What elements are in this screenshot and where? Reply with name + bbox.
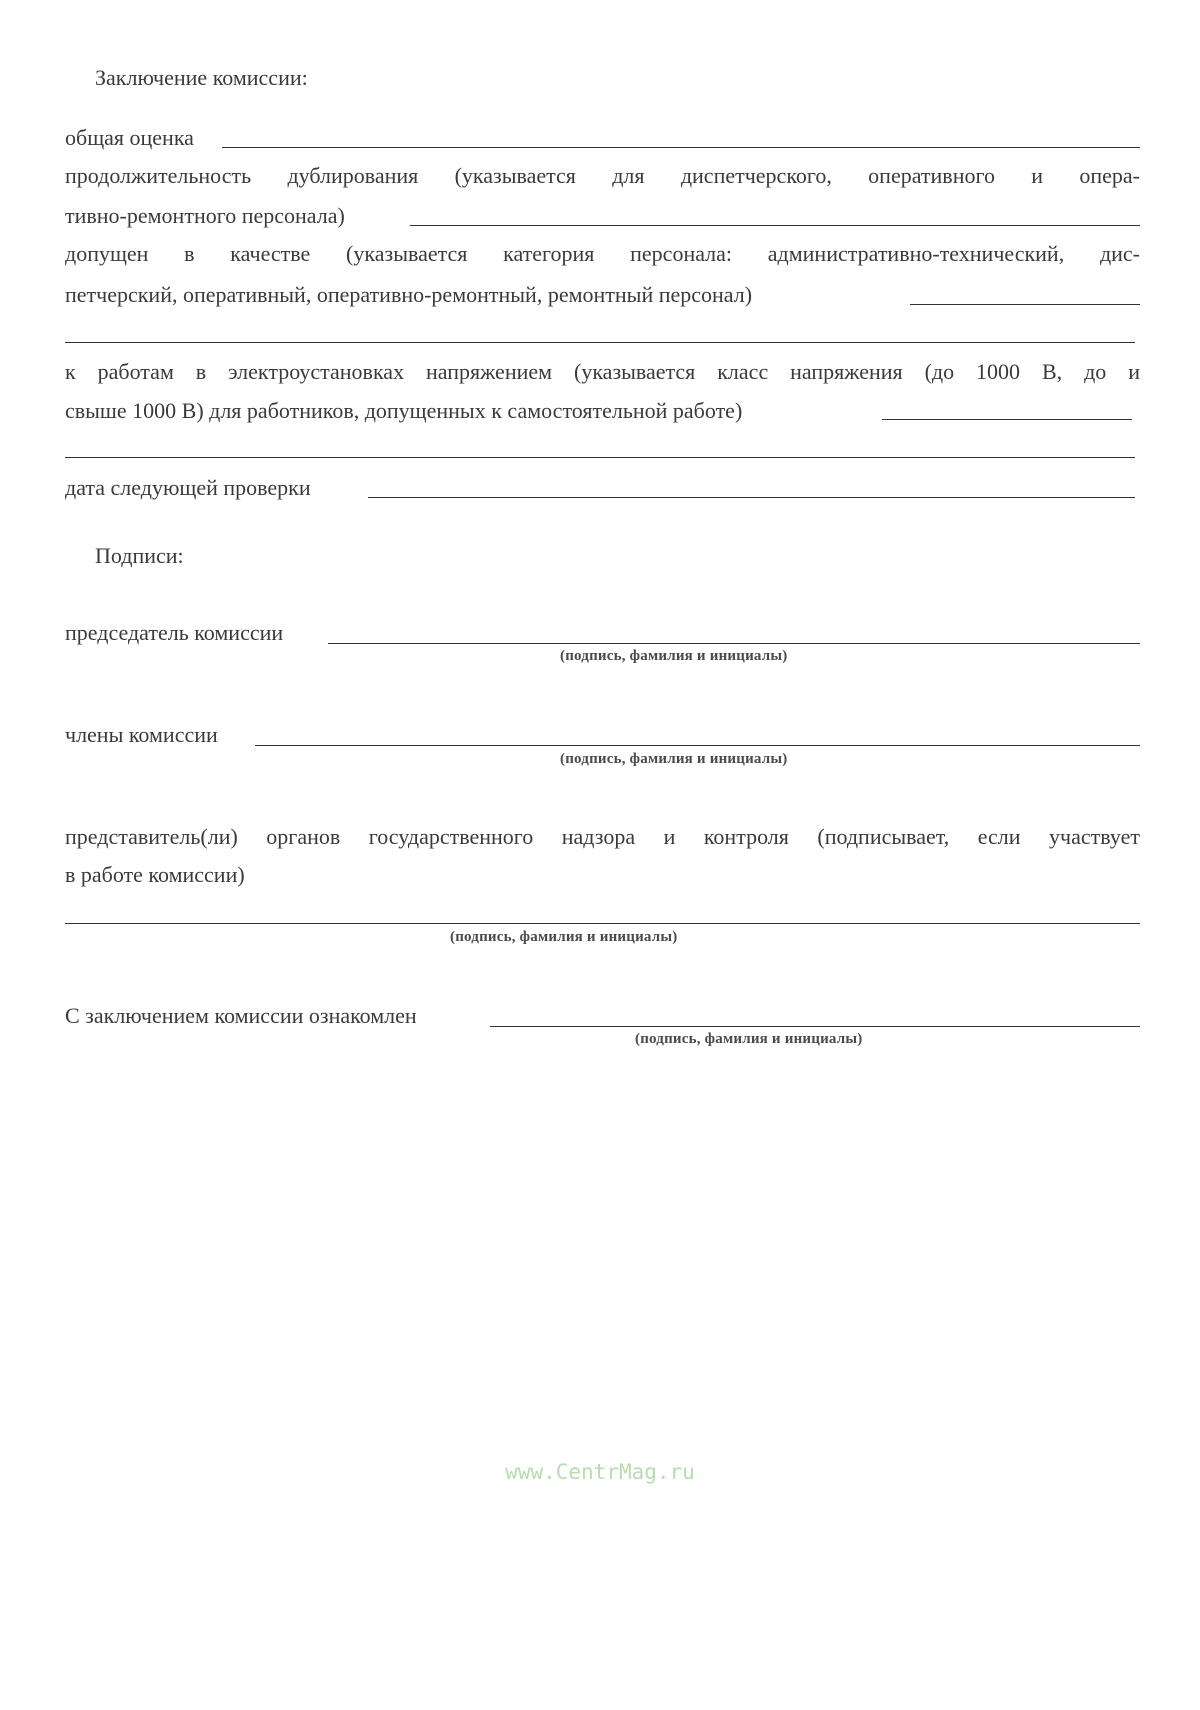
duration-field-line[interactable] (410, 225, 1140, 226)
admitted-field-line-extra[interactable] (65, 342, 1135, 343)
chairman-label: председатель комиссии (65, 620, 284, 645)
duration-text-line2: тивно-ремонтного персонала) (65, 203, 345, 228)
conclusion-heading: Заключение комиссии: (95, 65, 308, 90)
next-check-label: дата следующей проверки (65, 475, 311, 500)
signatures-heading: Подписи: (95, 543, 184, 568)
supervision-caption: (подпись, фамилия и инициалы) (450, 929, 678, 945)
members-signature-line[interactable] (255, 745, 1140, 746)
chairman-caption: (подпись, фамилия и инициалы) (560, 648, 788, 664)
next-check-field-line[interactable] (368, 497, 1135, 498)
voltage-field-line-extra[interactable] (65, 457, 1135, 458)
voltage-field-line[interactable] (882, 419, 1132, 420)
acquainted-label: С заключением комиссии ознакомлен (65, 1003, 417, 1028)
supervision-text-line1: представитель(ли) органов государственного надзора и контроля (подписывает, если участвует (65, 824, 1140, 849)
admitted-field-line[interactable] (910, 304, 1140, 305)
watermark-text: www.CentrMag.ru (505, 1460, 695, 1484)
supervision-text-line2: в работе комиссии) (65, 862, 245, 887)
overall-label: общая оценка (65, 125, 194, 150)
duration-text-line1: продолжительность дублирования (указывается для диспетчерского, оперативного и опера- (65, 163, 1140, 188)
voltage-text-line2: свыше 1000 В) для работников, допущенных к самостоятельной работе) (65, 398, 743, 423)
members-caption: (подпись, фамилия и инициалы) (560, 751, 788, 767)
voltage-text-line1: к работам в электроустановках напряжением (указывается класс напряжения (до 1000 В, до и (65, 359, 1140, 384)
acquainted-signature-line[interactable] (490, 1026, 1140, 1027)
members-label: члены комиссии (65, 722, 218, 747)
admitted-text-line2: петчерский, оперативный, оперативно-ремонтный, ремонтный персонал) (65, 282, 753, 307)
acquainted-caption: (подпись, фамилия и инициалы) (635, 1031, 863, 1047)
admitted-text-line1: допущен в качестве (указывается категория персонала: административно-технический, дис- (65, 241, 1140, 266)
supervision-signature-line[interactable] (65, 923, 1140, 924)
chairman-signature-line[interactable] (328, 643, 1140, 644)
overall-field-line[interactable] (222, 147, 1140, 148)
